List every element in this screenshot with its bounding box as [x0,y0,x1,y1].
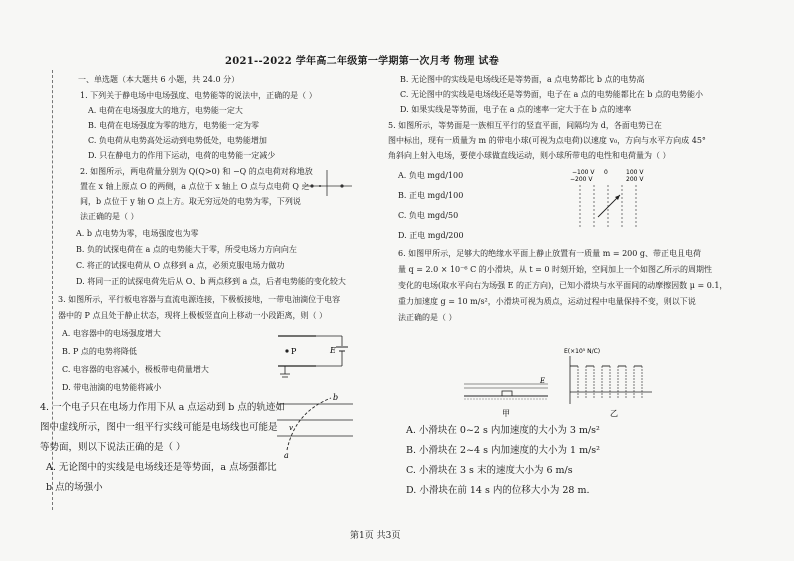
q6-figure-yi [560,344,656,422]
q5-line-3: 角斜向上射入电场，要使小球做直线运动，则小球所带电的电性和电荷量为（ ） [388,151,671,160]
q6-fig-jia-label: 甲 [502,409,510,418]
q3-option-a: A. 电容器中的电场强度增大 [62,329,161,338]
q3-option-d: D. 带电油滴的电势能将减小 [62,383,162,392]
q3-capacitor-figure [270,326,352,382]
q6-fig-yi-label: 乙 [610,409,618,418]
section-heading: 一、单选题（本大题共 6 小题，共 24.0 分） [78,75,240,84]
q4-line-3: 等势面，则以下说法正确的是（ ） [40,442,186,453]
q3-line-2: 器中的 P 点且处于静止状态，现将上极板竖直向上移动一小段距离，则（ ） [58,311,328,320]
page-footer: 第1页 共3页 [350,531,401,541]
q2-option-d: D. 将同一正的试探电荷先后从 O、b 两点移到 a 点，后者电势能的变化较大 [76,277,346,286]
q6-option-b: B. 小滑块在 2~4 s 内加速度的大小为 1 m/s² [406,445,600,456]
q3-line-1: 3. 如图所示，平行板电容器与直流电源连接，下极板接地，一带电油滴位于电容 [58,295,341,304]
q2-line-1: 2. 如图所示，两电荷量分别为 Q(Q>0) 和 −Q 的点电荷对称地放 [80,167,313,176]
q6-line-1: 6. 如图甲所示，足够大的绝缘水平面上静止放置有一质量 m = 200 g、带正电且电荷 [398,249,702,258]
q4-line-2: 图中虚线所示，图中一组平行实线可能是电场线也可能是 [40,422,278,433]
q5-line-1: 5. 如图所示，等势面是一族相互平行的竖直平面，间隔均为 d，各面电势已在 [388,121,662,130]
q2-line-2: 置在 x 轴上原点 O 的两侧，a 点位于 x 轴上 O 点与点电荷 Q 之 [80,182,310,191]
svg-text:P: P [291,347,297,356]
q4-option-a-2: b 点的场强小 [46,482,103,493]
q5-label-0: 0 [604,169,608,176]
q1-option-d: D. 只在静电力的作用下运动，电荷的电势能一定减少 [88,151,276,160]
q5-option-d: D. 正电 mgd/200 [398,231,464,240]
q1-stem: 1. 下列关于静电场中电场强度、电势能等的说法中，正确的是（ ） [80,91,317,100]
q5-option-a: A. 负电 mgd/100 [398,171,464,180]
q2-option-b: B. 负的试探电荷在 a 点的电势能大于零，所受电场力方向向左 [76,245,297,254]
q1-option-c: C. 负电荷从电势高处运动到电势低处，电势能增加 [88,136,267,145]
q5-option-c: C. 负电 mgd/50 [398,211,459,220]
svg-text:b: b [333,393,339,402]
svg-text:E: E [330,346,336,355]
q2-option-c: C. 将正的试探电荷从 O 点移到 a 点，必须克服电场力做功 [76,261,285,270]
q4-option-d: D. 如果实线是等势面，电子在 a 点的速率一定大于在 b 点的速率 [400,105,632,114]
q5-label-neg200: −200 V [570,176,593,183]
q5-equipotential-figure [568,165,648,233]
q4-option-a-1: A. 无论图中的实线是电场线还是等势面，a 点场强都比 [46,462,277,473]
q6-line-4: 重力加速度 g = 10 m/s²，小滑块可视为质点，运动过程中电量保持不变，则以下说 [398,297,696,306]
q2-figure [300,168,355,198]
q4-trajectory-figure [275,392,355,460]
q1-option-a: A. 电荷在电场强度大的地方，电势能一定大 [88,106,243,115]
q6-option-d: D. 小滑块在前 14 s 内的位移大小为 28 m. [406,485,590,496]
svg-text:a: a [284,451,289,460]
q5-label-100: 100 V [626,169,644,176]
svg-text:v: v [289,424,293,432]
q2-line-4: 法正确的是（ ） [80,212,139,221]
q6-line-3: 变化的电场(取水平向右为场强 E 的正方向)，已知小滑块与水平面间的动摩擦因数 μ = 0.1， [398,281,728,290]
q2-option-a: A. b 点电势为零，电场强度也为零 [76,229,199,238]
q4-line-1: 4. 一个电子只在电场力作用下从 a 点运动到 b 点的轨迹如 [40,402,285,413]
q3-option-b: B. P 点的电势将降低 [62,347,137,356]
q5-label-200: 200 V [626,176,644,183]
q6-line-5: 法正确的是（ ） [398,313,457,322]
q6-option-a: A. 小滑块在 0~2 s 内加速度的大小为 3 m/s² [406,425,600,436]
q4-option-c: C. 无论图中的实线是电场线还是等势面，电子在 a 点的电势能都比在 b 点的电势能小 [400,90,703,99]
q6-option-c: C. 小滑块在 3 s 末的速度大小为 6 m/s [406,465,573,476]
q5-line-2: 图中标出，现有一质量为 m 的带电小球(可视为点电荷)以速度 v₀，方向与水平方向成 45° [388,136,706,145]
q3-option-c: C. 电容器的电容减小，极板带电荷量增大 [62,365,209,374]
q5-label-neg100: −100 V [572,169,595,176]
q6-e-label: E [540,377,546,385]
page-title: 2021--2022 学年高二年级第一学期第一次月考 物理 试卷 [225,56,500,67]
q1-option-b: B. 电荷在电场强度为零的地方，电势能一定为零 [88,121,259,130]
q6-ylabel: E(×10⁵ N/C) [564,348,601,355]
q6-figure-jia [460,374,552,422]
q5-option-b: B. 正电 mgd/100 [398,191,464,200]
q6-line-2: 量 q = 2.0 × 10⁻⁶ C 的小滑块，从 t = 0 时刻开始，空间加上一个如图乙所示的周期性 [398,265,712,274]
q4-option-b: B. 无论图中的实线是电场线还是等势面，a 点电势都比 b 点的电势高 [400,75,645,84]
q2-line-3: 间，b 点位于 y 轴 O 点上方。取无穷远处的电势为零，下列说 [80,197,301,206]
